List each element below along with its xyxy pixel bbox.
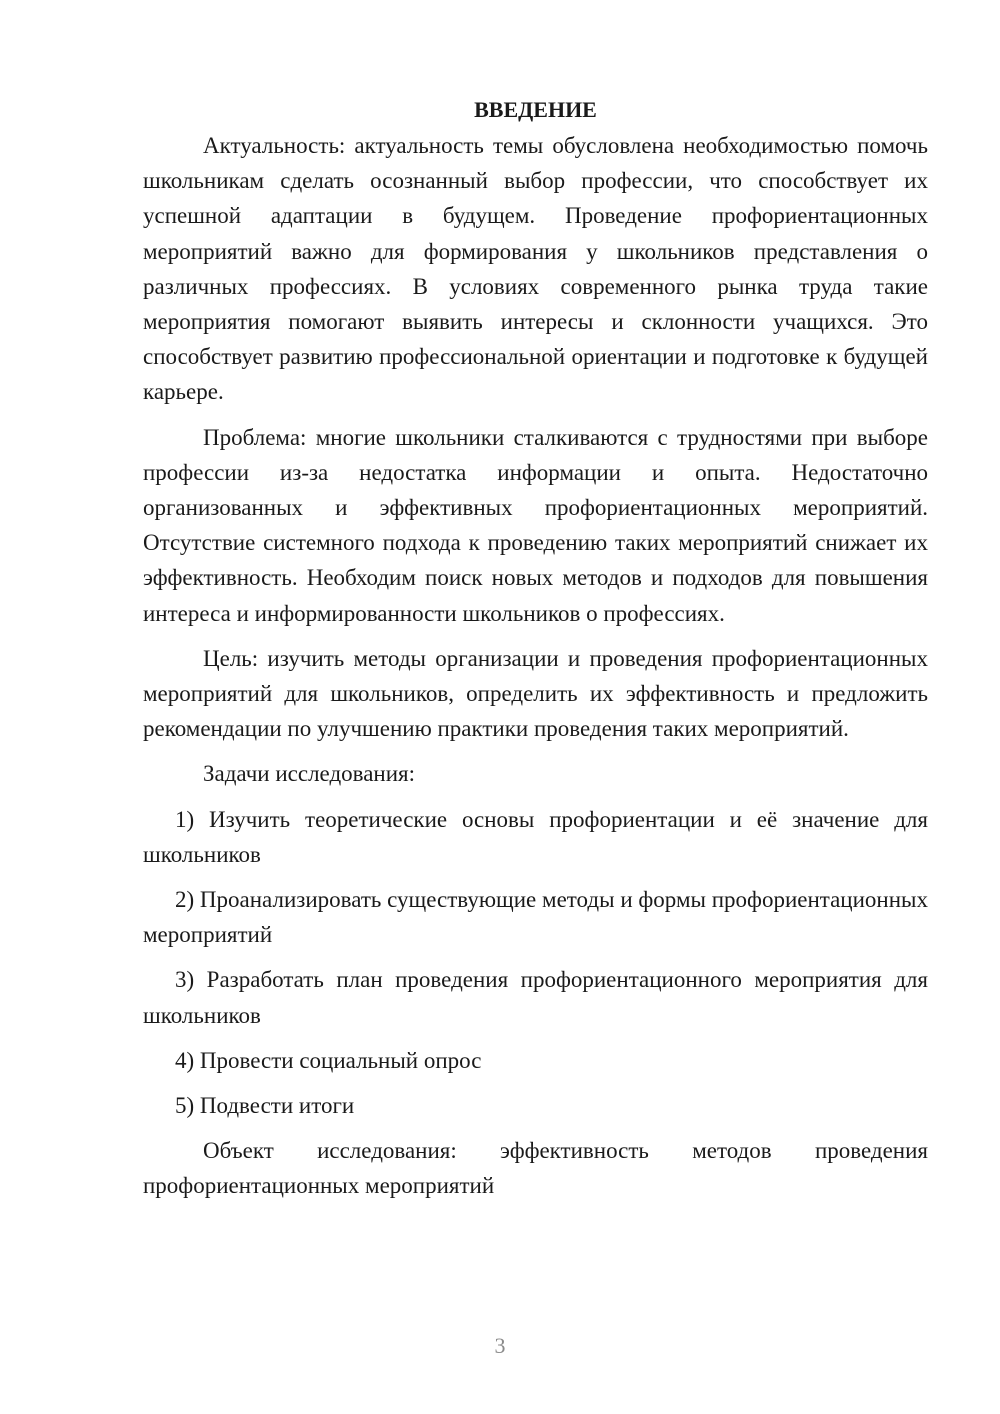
paragraph-goal: Цель: изучить методы организации и проведения профориентационных мероприятий для школьников, определить их эффективность и предложить рекомендации по улучшению практики проведения таких мероприятий. xyxy=(143,645,928,742)
paragraph-relevance: Актуальность: актуальность темы обусловлена необходимостью помочь школьникам сделать осознанный выбор профессии, что способствует их успешной адаптации в будущем. Проведение профориентационных мероприятий важно для формирования у школьников представления о различных профессиях. В условиях современного рынка труда такие мероприятия помогают выявить интересы и склонности учащихся. Это способствует развитию профессиональной ориентации и подготовке к будущей карьере. xyxy=(143,133,928,405)
task-item-2: 2) Проанализировать существующие методы и формы профориентационных мероприятий xyxy=(143,887,928,948)
task-item-4: 4) Провести социальный опрос xyxy=(175,1047,482,1073)
paragraph-object: Объект исследования: эффективность методов проведения профориентационных мероприятий xyxy=(143,1138,928,1199)
task-item-5: 5) Подвести итоги xyxy=(175,1093,355,1119)
task-item-3: 3) Разработать план проведения профориентационного мероприятия для школьников xyxy=(143,967,928,1028)
paragraph-tasks-heading: Задачи исследования: xyxy=(203,761,416,787)
task-item-1: 1) Изучить теоретические основы профориентации и её значение для школьников xyxy=(143,806,928,867)
page-number: 3 xyxy=(494,1333,506,1358)
page-content xyxy=(143,92,928,1204)
paragraph-problem: Проблема: многие школьники сталкиваются с трудностями при выборе профессии из-за недостатка информации и опыта. Недостаточно организованных и эффективных профориентационных мероприятий. Отсутствие системного подхода к проведению таких мероприятий снижает их эффективность. Необходим поиск новых методов и подходов для повышения интереса и информированности школьников о профессиях. xyxy=(143,424,928,626)
section-title: ВВЕДЕНИЕ xyxy=(474,97,597,122)
